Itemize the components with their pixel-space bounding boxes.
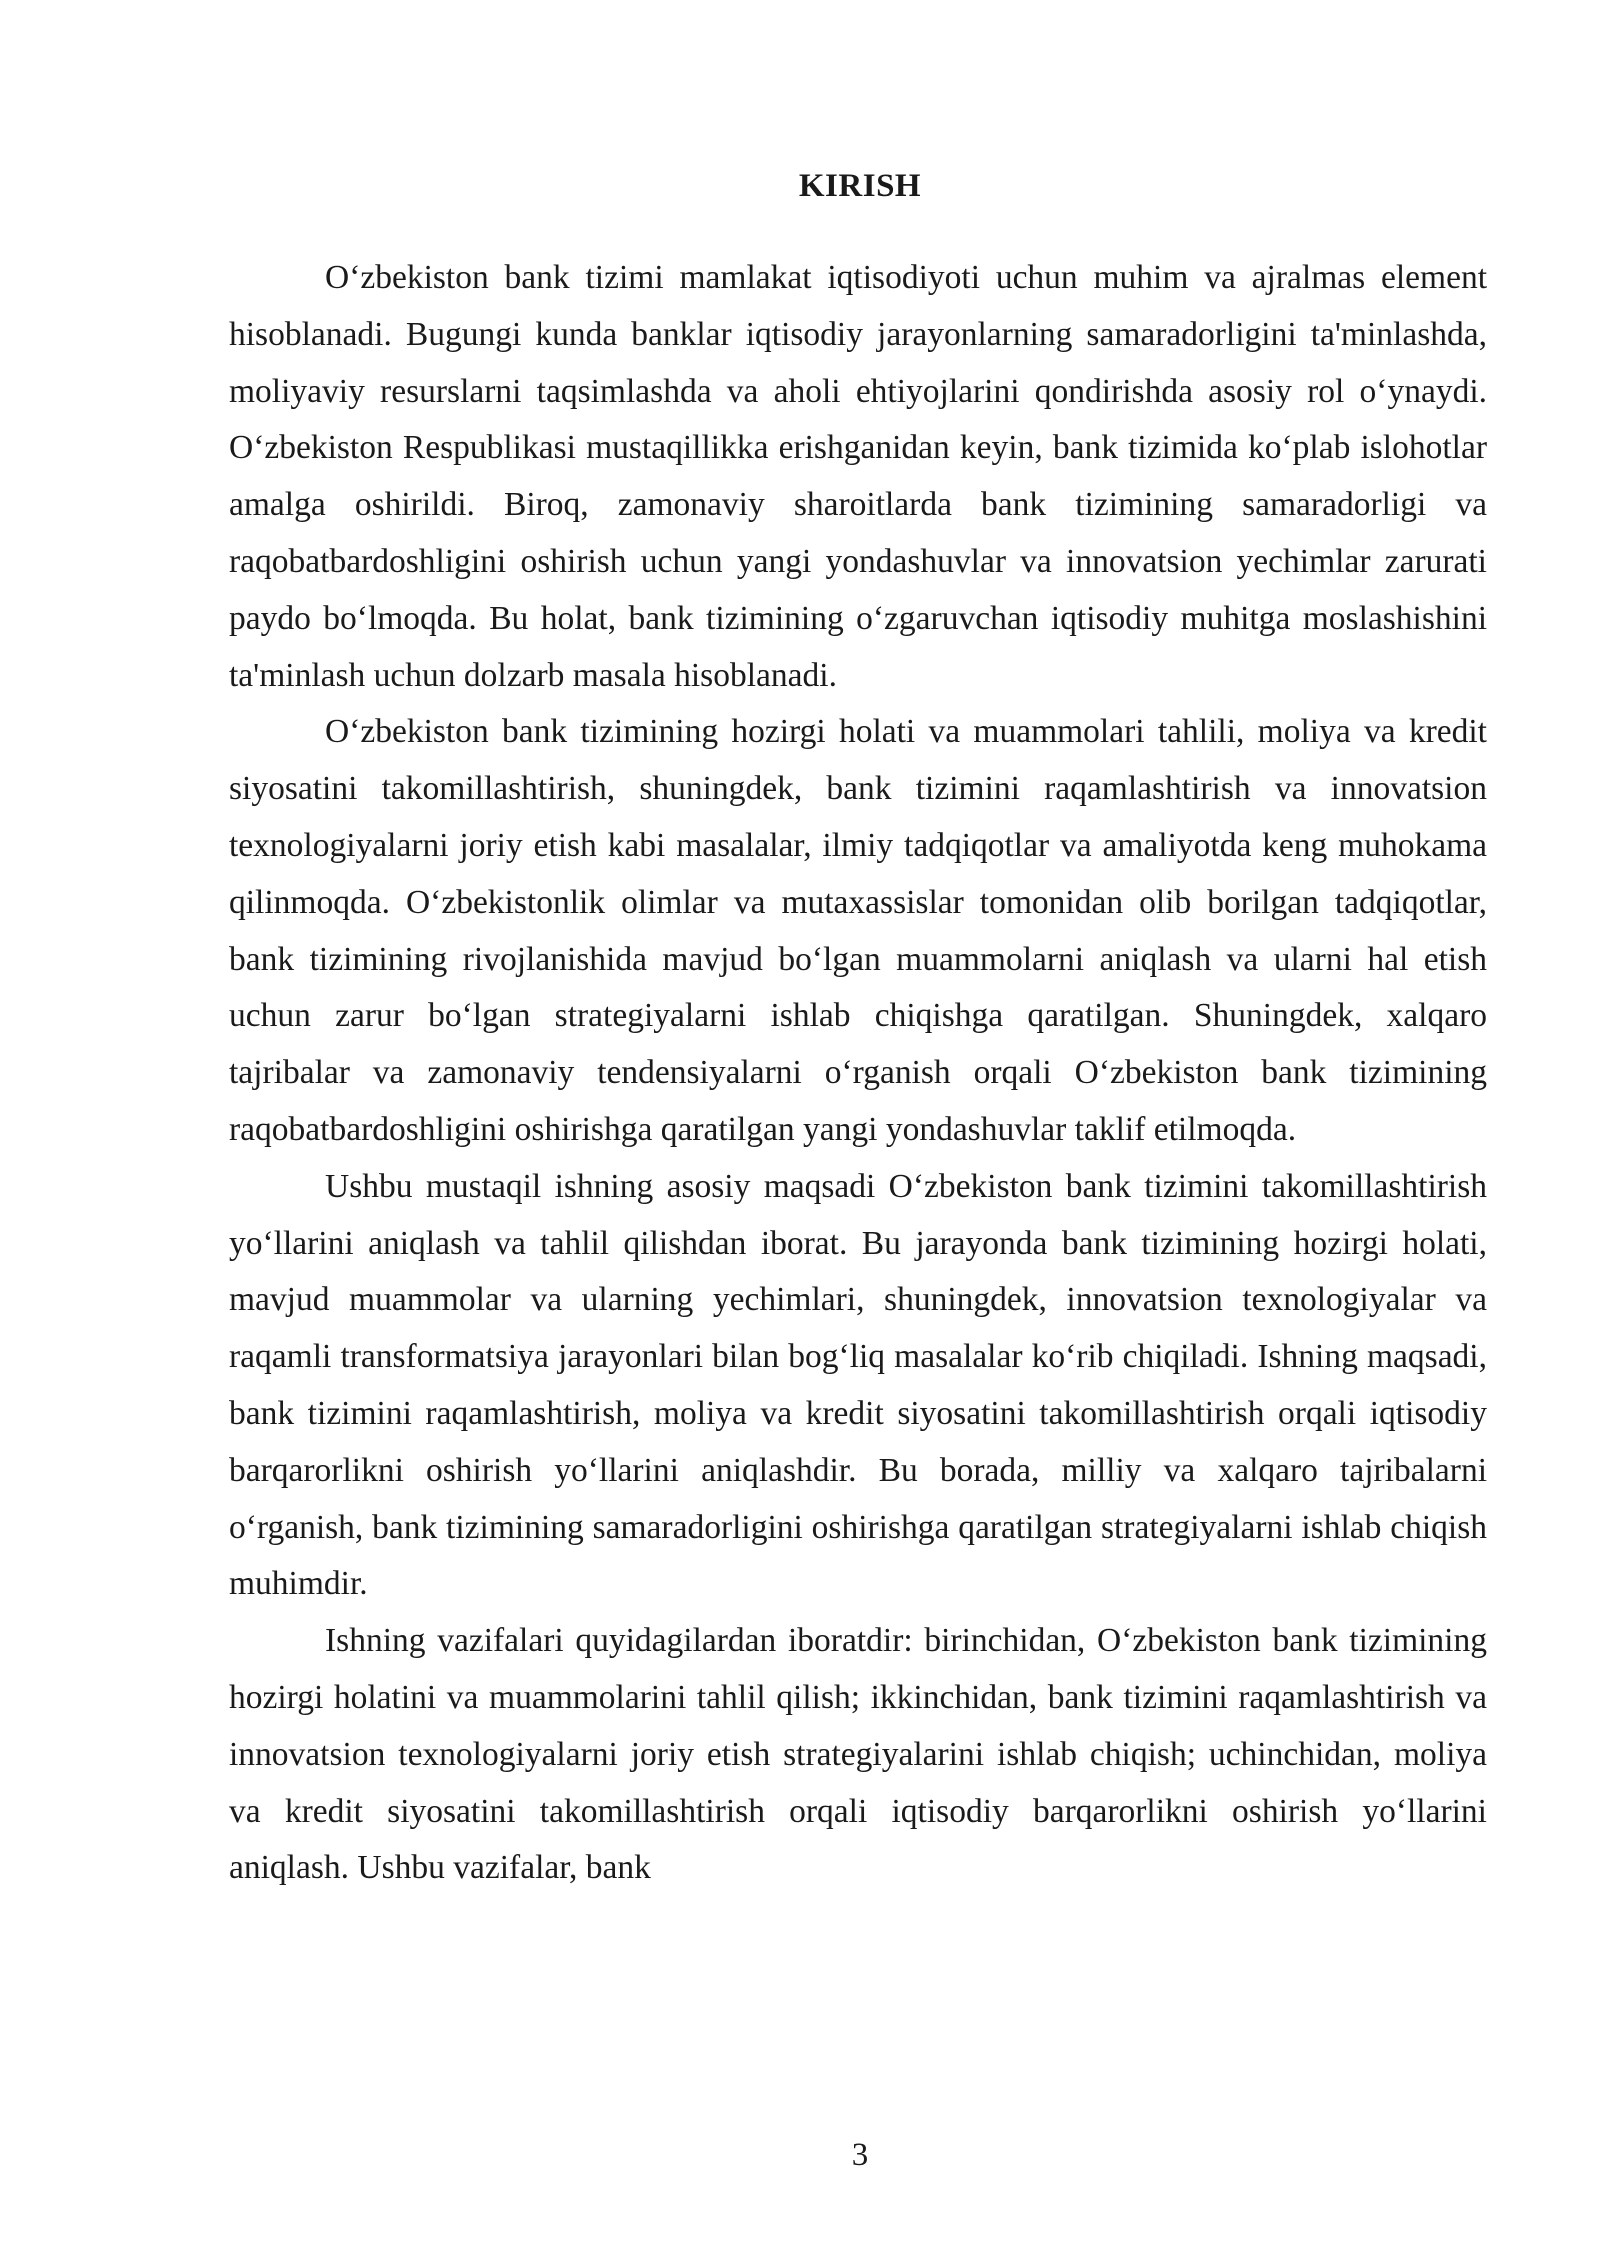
body-text: [229, 250, 1487, 1897]
page-number: 3: [851, 2137, 869, 2173]
paragraph-1: O‘zbekiston bank tizimi mamlakat iqtisodiyoti uchun muhim va ajralmas element hisoblanadi. Bugungi kunda banklar iqtisodiy jarayonlarning samaradorligini ta'minlashda, moliyaviy resurslarni taqsimlashda va aholi ehtiyojlarini qondirishda asosiy rol o‘ynaydi. O‘zbekiston Respublikasi mustaqillikka erishganidan keyin, bank tizimida ko‘plab islohotlar amalga oshirildi. Biroq, zamonaviy sharoitlarda bank tizimining samaradorligi va raqobatbardoshligini oshirish uchun yangi yondashuvlar va innovatsion yechimlar zarurati paydo bo‘lmoqda. Bu holat, bank tizimining o‘zgaruvchan iqtisodiy muhitga moslashishini ta'minlash uchun dolzarb masala hisoblanadi.: [229, 259, 1487, 694]
paragraph-2: O‘zbekiston bank tizimining hozirgi holati va muammolari tahlili, moliya va kredit siyosatini takomillashtirish, shuningdek, bank tizimini raqamlashtirish va innovatsion texnologiyalarni joriy etish kabi masalalar, ilmiy tadqiqotlar va amaliyotda keng muhokama qilinmoqda. O‘zbekistonlik olimlar va mutaxassislar tomonidan olib borilgan tadqiqotlar, bank tizimining rivojlanishida mavjud bo‘lgan muammolarni aniqlash va ularni hal etish uchun zarur bo‘lgan strategiyalarni ishlab chiqishga qaratilgan. Shuningdek, xalqaro tajribalar va zamonaviy tendensiyalarni o‘rganish orqali O‘zbekiston bank tizimining raqobatbardoshligini oshirishga qaratilgan yangi yondashuvlar taklif etilmoqda.: [229, 713, 1487, 1148]
paragraph-4: Ishning vazifalari quyidagilardan iboratdir: birinchidan, O‘zbekiston bank tizimining hozirgi holatini va muammolarini tahlil qilish; ikkinchidan, bank tizimini raqamlashtirish va innovatsion texnologiyalarni joriy etish strategiyalarini ishlab chiqish; uchinchidan, moliya va kredit siyosatini takomillashtirish orqali iqtisodiy barqarorlikni oshirish yo‘llarini aniqlash. Ushbu vazifalar, bank: [229, 1622, 1487, 1887]
section-title: KIRISH: [798, 168, 922, 204]
paragraph-3: Ushbu mustaqil ishning asosiy maqsadi O‘zbekiston bank tizimini takomillashtirish yo‘llarini aniqlash va tahlil qilishdan iborat. Bu jarayonda bank tizimining hozirgi holati, mavjud muammolar va ularning yechimlari, shuningdek, innovatsion texnologiyalar va raqamli transformatsiya jarayonlari bilan bog‘liq masalalar ko‘rib chiqiladi. Ishning maqsadi, bank tizimini raqamlashtirish, moliya va kredit siyosatini takomillashtirish orqali iqtisodiy barqarorlikni oshirish yo‘llarini aniqlashdir. Bu borada, milliy va xalqaro tajribalarni o‘rganish, bank tizimining samaradorligini oshirishga qaratilgan strategiyalarni ishlab chiqish muhimdir.: [229, 1167, 1487, 1603]
